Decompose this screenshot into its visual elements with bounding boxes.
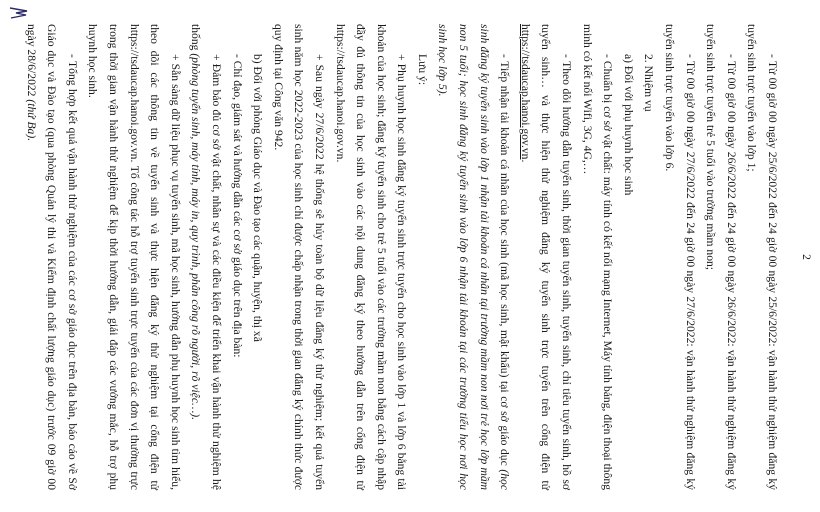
note-paragraph-1: + Phụ huynh học sinh đăng ký tuyển sinh trực tuyến cho học sinh vào lớp 1 và lớp 6 bằng tài khoản của học sinh; đăng ký tuyển sinh cho trẻ 5 tuổi vào các trường mầm non bằng cách cập nhập đầy đủ thông tin của học sinh vào các nội dung đăng ký theo hướng dẫn trên cổng điện tử https://tsdaucap.hanoi.gov.vn. <box>333 24 409 490</box>
note-paragraph-2: + Sau ngày 27/6/2022 hệ thống sẽ hủy toàn bộ dữ liệu đăng ký thử nghiệm; kết quả tuyển sinh năm học 2022-2023 của học sinh chỉ được chấp nhận trong thời gian đăng ký chính thức được quy định tại Công văn 942. <box>271 24 326 490</box>
schedule-line-2: - Từ 00 giờ 00 ngày 26/6/2022 đến 24 giờ 00 ngày 26/6/2022: vận hành thử nghiệm đăng ký tuyển sinh trực tuyến trẻ 5 tuổi vào trường mầm non; <box>704 24 738 490</box>
paragraph-report <box>20 24 82 490</box>
paragraph-receive-account-note: (học sinh đăng ký tuyển sinh vào lớp 1 nhận tài khoản cá nhân tại trường mầm non nơi trẻ học lớp mầm non 5 tuổi; học sinh đăng ký tuyển sinh vào lớp 6 nhận tài khoản tại các trường tiểu học nơi học sinh học lớp 5). <box>436 24 512 490</box>
paragraph-equipment: - Chuẩn bị cơ sở vật chất: máy tính có kết nối mạng Internet, Máy tính bảng, điện thoại thông minh có kết nối Wifi, 3G, 4G,… <box>580 24 615 490</box>
paragraph-follow-guidance <box>514 24 576 490</box>
paragraph-facilities <box>185 24 226 490</box>
paragraph-report-text: - Tổng hợp kết quả vận hành thử nghiệm của các cơ sở giáo dục trên địa bàn, báo cáo về Sở Giáo dục và Đào tạo (qua phòng Quản lý thi và Kiểm định chất lượng giáo dục) trước 09 giờ 00 ngày 28/6/2022 <box>24 24 79 490</box>
paragraph-direct: - Chỉ đạo, giám sát và hướng dẫn các cơ sở giáo dục trên địa bàn: <box>230 54 244 358</box>
schedule-line-1: - Từ 00 giờ 00 ngày 25/6/2022 đến 24 giờ 00 ngày 25/6/2022: vận hành thử nghiệm đăng ký tuyển sinh trực tuyến vào lớp 1; <box>745 24 779 490</box>
section-2-heading: 2. Nhiệm vụ <box>642 54 656 112</box>
note-heading: Lưu ý: <box>415 54 429 86</box>
section-2b-heading: b) Đối với phòng Giáo dục và Đào tạo các quận, huyện, thị xã <box>251 54 265 342</box>
portal-link[interactable]: https://tsdaucap.hanoi.gov.vn <box>518 24 532 160</box>
paragraph-follow-guidance-end: . <box>518 159 532 163</box>
signature-mark <box>8 6 30 20</box>
schedule-line-3: - Từ 00 giờ 00 ngày 27/6/2022 đến 24 giờ 00 ngày 27/6/2022: vận hành thử nghiệm đăng ký tuyển sinh trực tuyến vào lớp 6. <box>663 24 697 490</box>
paragraph-report-note: (thứ Ba). <box>24 99 38 142</box>
paragraph-facilities-note: (phòng tuyển sinh, máy tính, máy in, quy trình, phân công rõ người, rõ việc…). <box>189 53 203 421</box>
paragraph-receive-account <box>432 24 514 490</box>
paragraph-data-ready: + Sẵn sàng dữ liệu phục vụ tuyển sinh, mã học sinh, hướng dẫn phụ huynh học sinh tìm hiểu, theo dõi các thông tin về tuyển sinh và thực hiện đăng ký thử nghiệm tại cổng điện tử https://tsdaucap.hanoi.gov.vn. Tổ công tác hỗ trợ tuyển sinh trực tuyến của các đơn vị thường trực trong thời gian vận hành thử nghiệm để kịp thời hướng dẫn, giải đáp các vướng mắc, hỗ trợ phụ huynh học sinh. <box>86 24 182 490</box>
paragraph-facilities-text: + Đảm bảo đủ cơ sở vật chất, nhân sự và các điều kiện để triển khai vận hành thử nghiệm hệ thống <box>189 24 223 490</box>
paragraph-receive-account-text: - Tiếp nhận tài khoản cá nhân của học sinh (mã học sinh, mật khẩu) tại cơ sở giáo dục <box>498 54 512 470</box>
section-2a-heading: a) Đối với phụ huynh học sinh <box>621 54 635 196</box>
paragraph-follow-guidance-text: - Theo dõi hướng dẫn tuyển sinh, thời gian tuyển sinh, tuyển sinh, chỉ tiêu tuyển sinh, hồ sơ tuyển sinh… và thực hiện thử nghiệm đăng ký tuyển sinh trực tuyến trên cổng điện tử <box>539 24 574 490</box>
page-number: 2 <box>800 254 813 260</box>
